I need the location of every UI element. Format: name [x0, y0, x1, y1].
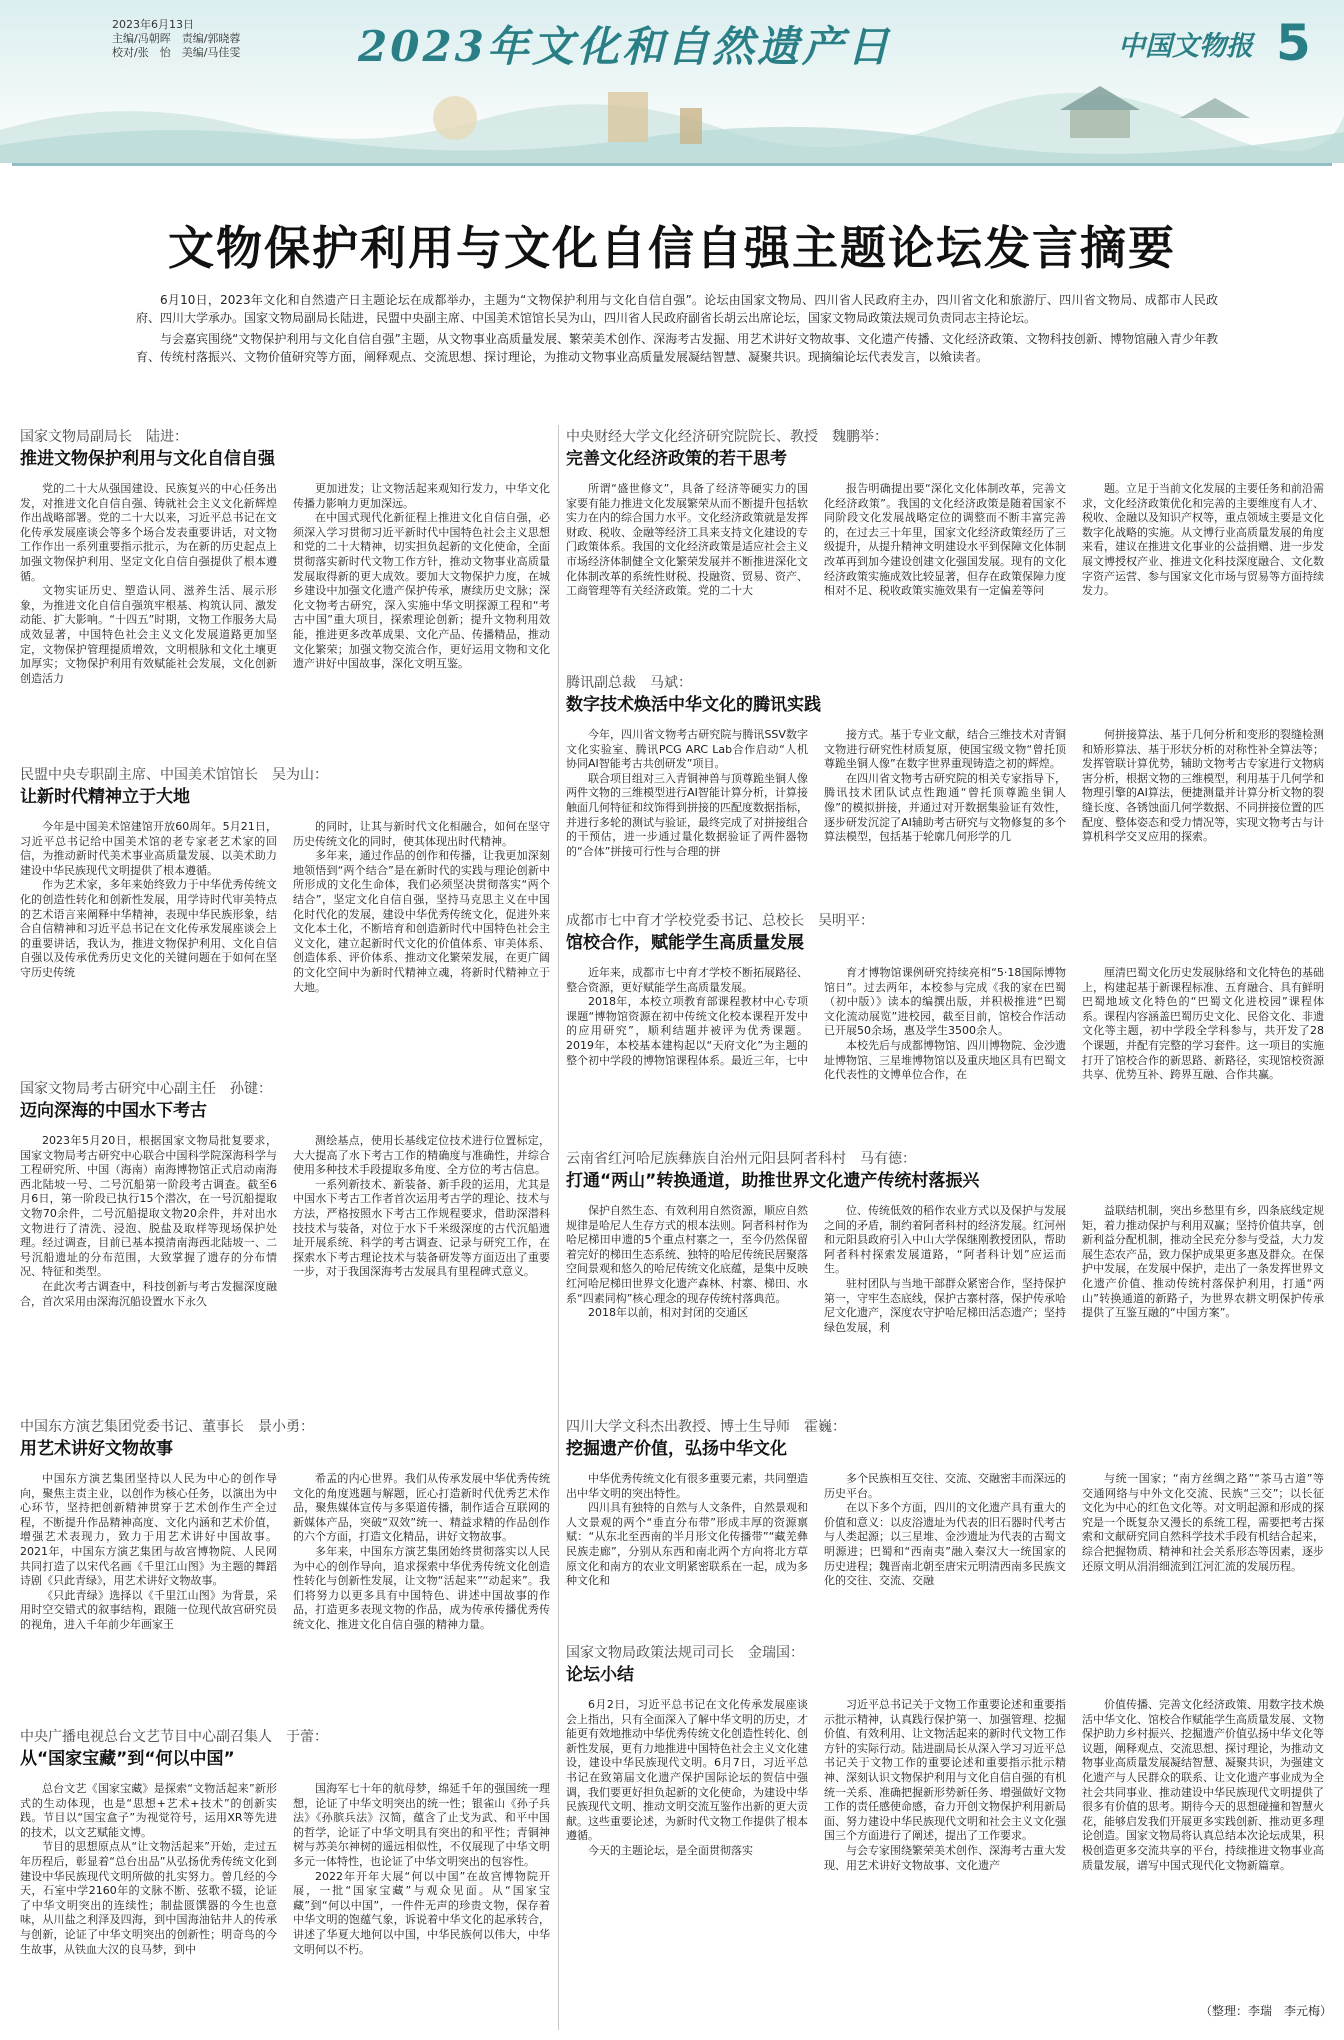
page-meta — [112, 18, 240, 60]
article-paragraph: 题。立足于当前文化发展的主要任务和前沿需求，文化经济政策优化和完善的主要维度有人才、税收、金融以及知识产权等，重点领域主要是文化数字化战略的实施。从文博行业高质量发展的角度来看，建议在推进文化事业的公益捐赠、进一步发展文博授权产业、推进文化科技深度融合、文化数字资产运营、参与国家文化市场与贸易等方面持续发力。 — [1082, 482, 1324, 598]
article-ma-youde — [566, 1150, 1324, 1408]
article-title: 馆校合作，赋能学生高质量发展 — [566, 933, 804, 953]
article-column — [293, 1472, 550, 1718]
article-title: 用艺术讲好文物故事 — [20, 1439, 173, 1459]
article-paragraph: 多个民族相互交往、交流、交融密丰而深远的历史平台。 — [824, 1472, 1066, 1500]
article-column — [824, 966, 1066, 1144]
article-column — [1082, 1204, 1324, 1410]
article-huo-wei — [566, 1418, 1324, 1636]
article-paragraph: 更加迸发；让文物活起来观知行发力，中华文化传播力影响力更加深远。 — [293, 482, 550, 510]
article-paragraph: 在四川省文物考古研究院的相关专家指导下，腾讯技术团队试点性跑通“曾托顶尊跪坐铜人像”的模拟拼接，并通过对开数据集验证有效性，逐步研发沉淀了AI辅助考古研究与文物修复的多个算法模型，包括基于轮廓几何形学的几 — [824, 771, 1066, 844]
article-paragraph: 保护自然生态、有效利用自然资源，顺应自然规律是哈尼人生存方式的根本法则。阿者科村作为哈尼梯田申遗的5个重点村寨之一，至今仍然保留着完好的梯田生态系统、独特的哈尼传统民居聚落空间景观和悠久的哈尼传统文化底蕴，是集中反映红河哈尼梯田世界文化遗产森林、村寨、梯田、水系“四素同构”核心理念的现存传统村落典范。 — [566, 1204, 808, 1305]
article-paragraph: 习近平总书记关于文物工作重要论述和重要指示批示精神，认真践行保护第一、加强管理、挖掘价值、有效利用、让文物活起来的新时代文物工作方针的实际行动。陆进副局长从深入学习习近平总书记关于文物工作的重要论述和重要指示批示精神、深刻认识文物保护利用与文化自信自强的有机统一关系、准确把握新形势新任务、增强做好文物工作的责任感使命感，奋力开创文物保护利用新局面、努力建设中华民族现代文明和社会主义文化强国三个方面进行了阐述，提出了工作要求。 — [824, 1698, 1066, 1843]
intro-paragraph: 与会嘉宾围绕“文物保护利用与文化自信自强”主题，从文物事业高质量发展、繁荣美术创作、深海考古发掘、用艺术讲好文物故事、文化遗产传播、文化经济政策、文物科技创新、博物馆融入青少年教育、传统村落振兴、文物价值研究等方面，阐释观点、交流思想、探讨理论，为推动文物事业高质量发展凝结智慧、凝聚共识。现摘编论坛代表发言，以飨读者。 — [136, 332, 1218, 364]
article-author: 中国东方演艺集团党委书记、董事长 景小勇： — [20, 1419, 314, 1435]
article-column — [1082, 482, 1324, 670]
article-sun-jian — [20, 1080, 550, 1400]
article-paragraph: 与会专家围绕繁荣美术创作、深海考古重大发现、用艺术讲好文物故事、文化遗产 — [824, 1843, 1066, 1872]
article-column — [824, 728, 1066, 906]
article-column — [1082, 966, 1324, 1144]
article-column — [566, 1698, 808, 2002]
article-paragraph: 报告明确提出要“深化文化体制改革，完善文化经济政策”。我国的文化经济政策是随着国家不同阶段文化发展战略定位的调整而不断丰富完善的，在过去三十年里，国家文化经济政策经历了三级提升，从提升精神文明建设水平到保障文化体制改革再到加今建设创建文化强国发展。现有的文化经济政策实施成效比较显著，但存在政策保障力度相对不足、税收政策实施效果有一定偏差等问 — [824, 482, 1066, 598]
article-wei-pengju — [566, 428, 1324, 666]
article-yu-lei — [20, 1728, 550, 2028]
article-title: 打通“两山”转换通道，助推世界文化遗产传统村落振兴 — [566, 1171, 980, 1191]
article-title: 让新时代精神立于大地 — [20, 787, 190, 807]
editors-line-1: 主编/冯朝晖 责编/郭晓蓉 — [112, 32, 241, 45]
issue-date: 2023年6月13日 — [112, 18, 194, 31]
article-paragraph: 育才博物馆课例研究持续亮相“5·18国际博物馆日”。过去两年，本校参与完成《我的家在巴蜀（初中版）》读本的编撰出版，并积极推进“巴蜀文化流动展览”进校园，截至目前，馆校合作活动已开展50余场，惠及学生3500余人。 — [824, 966, 1066, 1038]
article-paragraph: 在以下多个方面，四川的文化遗产具有重大的价值和意义：以皮浴遗址为代表的旧石器时代考古与人类起源；以三星堆、金沙遗址为代表的古蜀文明源进；巴蜀和“西南夷”融入秦汉大一统国家的历史进程；魏晋南北朝至唐宋元明清西南多民族文化的交往、交流、交融 — [824, 1501, 1066, 1588]
article-paragraph: 本校先后与成都博物馆、四川博物院、金沙遗址博物馆、三星堆博物馆以及重庆地区具有巴蜀文化代表性的文博单位合作，在 — [824, 1038, 1066, 1082]
article-wu-mingping — [566, 912, 1324, 1142]
article-author: 国家文物局考古研究中心副主任 孙键： — [20, 1081, 272, 1097]
article-jin-ruiguo — [566, 1644, 1324, 2000]
article-column — [20, 482, 277, 752]
article-title: 论坛小结 — [566, 1665, 634, 1685]
article-paragraph: 文物实证历史、塑造认同、滋养生活、展示形象，为推进文化自信自强筑牢根基、构筑认同、激发动能、扩大影响。“十四五”时期，文物工作服务大局成效显著，中国特色社会主义文化发展道路更加坚定，文物保护管理提质增效，文明根脉和文化土壤更加厚实；文物保护利用有效赋能社会发展，文化创新创造活力 — [20, 584, 277, 685]
article-jing-xiaoyong — [20, 1418, 550, 1718]
article-column — [20, 1782, 277, 2038]
article-author: 腾讯副总裁 马斌： — [566, 675, 692, 691]
article-paragraph: 希孟的内心世界。我们从传承发展中华优秀传统文化的角度逃题与解题，匠心打造新时代优秀艺术作品，聚焦媒体宣传与多渠道传播，制作适合互联网的新媒体产品，突破“双效”统一、精益求精的作品创作的六个方面，打造文化精品，讲好文物故事。 — [293, 1472, 550, 1544]
intro-block — [136, 292, 1218, 370]
article-paragraph: 与统一国家；“南方丝绸之路”“茶马古道”等交通网络与中外文化交流、民族“三交”；以长征文化为中心的红色文化等。对文明起源和形成的探究是一个既复杂又漫长的系统工程，需要把考古探索和文献研究同自然科学技术手段有机结合起来，综合把握物质、精神和社会关系形态等因素，逐步还原文明从涓涓细流到江河汇流的发展历程。 — [1082, 1472, 1324, 1573]
article-author: 成都市七中育才学校党委书记、总校长 吴明平： — [566, 913, 874, 929]
article-author: 四川大学文科杰出教授、博士生导师 霍巍： — [566, 1419, 846, 1435]
article-paragraph: 近年来，成都市七中育才学校不断拓展路径、整合资源，更好赋能学生高质量发展。 — [566, 966, 808, 994]
article-paragraph: 2023年5月20日，根据国家文物局批复要求，国家文物局考古研究中心联合中国科学院深海科学与工程研究所、中国（海南）南海博物馆正式启动南海西北陆坡一号、二号沉船第一阶段考古调查。截至6月6日，第一阶段已执行15个潜次，在一号沉船提取文物70余件，二号沉船提取文物20余件，并对出水文物进行了清洗、浸泡、脱盐及取样等现场保护处理。经过调查，目前已基本摸清南海西北陆坡一、二号沉船遗址的分布范围，大致掌握了遗存的分布情况、特征和类型。 — [20, 1134, 277, 1279]
article-column — [1082, 1698, 1324, 2002]
article-paragraph: 今天的主题论坛，是全面贯彻落实 — [588, 1843, 753, 1857]
page-number: 5 — [1276, 14, 1311, 72]
article-paragraph: 国海军七十年的航母梦，绵延千年的强国统一理想，论证了中华文明突出的统一性；银雀山《孙子兵法》《孙膑兵法》汉简，蕴含了止戈为武、和平中国的哲学，论证了中华文明具有突出的和平性；青铜神树与苏美尔神树的遥远相似性，不仅展现了中华文明多元一体特性，也论证了中华文明突出的包容性。 — [293, 1782, 550, 1868]
article-paragraph: 6月2日，习近平总书记在文化传承发展座谈会上指出，只有全面深入了解中华文明的历史，才能更有效地推动中华优秀传统文化创造性转化、创新性发展，更有力地推进中国特色社会主义文化建设，建设中华民族现代文明。6月7日，习近平总书记在致第届文化遗产保护国际论坛的贺信中强调，我们要更好担负起新的文化使命，为建设中华民族现代文明、推动文明交流互鉴作出新的更大贡献。这些重要论述，为新时代文物工作提供了根本遵循。 — [566, 1698, 808, 1843]
article-paragraph: 联合项目组对三入青铜神兽与顶尊跪坐铜人像两件文物的三维模型进行AI智能计算分析，计算接触面几何特征和纹饰得到拼接的匹配度数据指标，并进行多轮的测试与验证，最终完成了对拼接组合的干预估，进一步通过量化数据验证了两件器物的“合体”拼接可行性与合理的拼 — [566, 771, 808, 858]
article-column — [566, 1204, 808, 1410]
article-column — [824, 1698, 1066, 2002]
article-paragraph: 党的二十大从强国建设、民族复兴的中心任务出发，对推进文化自信自强、铸就社会主义文化新辉煌作出战略部署。党的二十大以来，习近平总书记在文化传承发展座谈会等多个场合发表重要讲话，对文物工作作出一系列重要指示批示，为在新的历史起点上加强文物保护利用、坚定文化自信自强提供了根本遵循。 — [20, 482, 277, 583]
article-paragraph: 多年来，通过作品的创作和传播，让我更加深刻地领悟到“两个结合”是在新时代的实践与理论创新中所形成的文化生命体，我们必须坚决贯彻落实“两个结合”，坚定文化自信自强，坚持马克思主义在中国化时代化的发展，建设中华优秀传统文化，促进外来文化本土化，不断培育和创造新时代中国特色社会主义文化，建立起新时代文化的价值体系、审美体系、创造体系、评价体系、推动文化繁荣发展，在更广阔的文化空间中为新时代精神立魂，将新时代精神立于大地。 — [293, 849, 550, 994]
article-column — [20, 1472, 277, 1718]
article-column — [293, 1134, 550, 1396]
article-column — [566, 482, 808, 670]
article-title: 数字技术焕活中华文化的腾讯实践 — [566, 695, 821, 715]
banner-divider — [12, 163, 1332, 166]
article-paragraph: 所谓“盛世修文”，具备了经济等硬实力的国家要有能力推进文化发展繁荣从而不断提升包括软实力在内的综合国力水平。文化经济政策就是发挥财政、税收、金融等经济工具来支持文化建设的专门政策体系。我国的文化经济政策是适应社会主义市场经济体制健全文化繁荣发展并不断推进深化文化体制改革的系统性财税、投融资、贸易、资产、工商管理等有关经济政策。党的二十大 — [566, 482, 808, 598]
article-paragraph: 位、传统低效的稻作农业方式以及保护与发展之间的矛盾，制约着阿者科村的经济发展。红河州和元阳县政府引入中山大学保继刚教授团队，帮助阿者科村探索发展道路，“阿者科计划”应运而生。 — [824, 1204, 1066, 1276]
article-paragraph: 中华优秀传统文化有很多重要元素，共同塑造出中华文明的突出特性。 — [566, 1472, 808, 1500]
article-paragraph: 2022年开年大展“何以中国”在故宫博物院开展，一批“国家宝藏”与观众见面。从“国家宝藏”到“何以中国”，一件件无声的珍贵文物，保存着中华文明的饱蕴气象，诉说着中华文化的起承转合，讲述了华夏大地何以中国，中华民族何以伟大，中华文明何以不朽。 — [293, 1869, 550, 1956]
article-paragraph: 益联结机制，突出乡愁里有乡，四条底线定规矩，着力推动保护与利用双赢；坚持价值共享，创新利益分配机制，推动全民充分参与受益，大力发展生态农产品，致力保护成果更多惠及群众。在保护中发展，在发展中保护，走出了一条发挥世界文化遗产价值、推动传统村落保护利用，打通“两山”转换通道的新路子，为世界农耕文明保护传承提供了互鉴互融的“中国方案”。 — [1082, 1204, 1324, 1320]
article-title: 完善文化经济政策的若干思考 — [566, 449, 787, 469]
article-ma-bin — [566, 674, 1324, 904]
article-paragraph: 一系列新技术、新装备、新手段的运用，尤其是中国水下考古工作者首次运用考古学的理论、技术与方法，严格按照水下考古工作规程要求，借助深潜科技技术与装备，对位于水下千米级深度的古代沉船遗址开展系统、科学的考古调查、记录与研究工作，在探索水下考古理论技术与装备研发等方面迈出了重要一步，对于我国深海考古发展具有里程碑式意义。 — [293, 1177, 550, 1279]
article-column — [566, 966, 808, 1144]
article-paragraph: 接方式。基于专业文献，结合三维技术对青铜文物进行研究性材质复原，使国宝级文物“曾托顶尊跪坐铜人像”在数字世界重现铸造之初的辉煌。 — [824, 728, 1066, 771]
article-paragraph: 中国东方演艺集团坚持以人民为中心的创作导向，聚焦主责主业，以创作为核心任务，以演出为中心环节，坚持把创新精神贯穿于艺术创作生产全过程，不断提升作品精神高度、文化内涵和艺术价值，增强艺术表现力，致力于用艺术讲好中国故事。2021年，中国东方演艺集团与故宫博物院、人民网共同打造了以宋代名画《千里江山图》为主题的舞蹈诗剧《只此青绿》，用艺术讲好文物故事。 — [20, 1472, 277, 1588]
article-paragraph: 作为艺术家，多年来始终致力于中华优秀传统文化的创造性转化和创新性发展，用学诗时代审美特点的艺术语言来阐释中华精神，表现中华民族形象，结合自信精神和习近平总书记在文化传承发展座谈会上的重要讲话，我认为，推进文物保护利用、文化自信自强以及传承优秀历史文化的关键问题在于如何在坚守历史传统 — [20, 878, 277, 979]
article-paragraph: 何拼接算法、基于几何分析和变形的裂缝检测和矫形算法、基于形状分析的对称性补全算法等；发挥管联计算优势，辅助文物考古专家进行文物病害分析，根据文物的三维模型，利用基于几何学和物理引擎的AI算法，便捷测量并计算分析文物的裂缝长度、各锈蚀面几何学数据、不同拼接位置的匹配度、整体姿态和受力情况等，实现文物考古与计算机科学交叉应用的探索。 — [1082, 728, 1324, 844]
article-paragraph: 今年，四川省文物考古研究院与腾讯SSV数字文化实验室、腾讯PCG ARC Lab合作启动“人机协同AI智能考古共创研发”项目。 — [566, 728, 808, 771]
article-paragraph: 的同时，让其与新时代文化相融合，如何在坚守历史传统文化的同时，使其体现出时代精神。 — [293, 820, 550, 848]
article-column — [824, 482, 1066, 670]
intro-paragraph: 6月10日，2023年文化和自然遗产日主题论坛在成都举办，主题为“文物保护利用与文化自信自强”。论坛由国家文物局、四川省人民政府主办，四川省文化和旅游厅、四川省文物局、成都市人民政府、四川大学承办。国家文物局副局长陆进，民盟中央副主席、中国美术馆馆长吴为山，四川省人民政府副省长胡云出席论坛，国家文物局政策法规司负责同志主持论坛。 — [136, 293, 1218, 325]
article-paragraph: 四川具有独特的自然与人文条件，自然景观和人文景观的两个“垂直分布带”形成丰厚的资源禀赋：“从东北至西南的半月形文化传播带”“藏羌彝民族走廊”，分别从东西和南北两个方向将北方草原文化和南方的农业文明紧密联系在一起，成为多种文化和 — [566, 1501, 808, 1588]
compiler-signature: （整理：李瑞 李元梅） — [1200, 2004, 1333, 2018]
column-separator — [558, 425, 559, 2030]
article-paragraph: 测绘基点，使用长基线定位技术进行位置标定，大大提高了水下考古工作的精确度与准确性，并综合使用多种技术手段提取多角度、全方位的考古信息。 — [293, 1134, 550, 1177]
article-column — [566, 728, 808, 906]
article-paragraph: 驻村团队与当地干部群众紧密合作，坚持保护第一，守牢生态底线，保护古寨村落，保护传承哈尼文化遗产，深度农守护哈尼梯田活态遗产；坚持绿色发展，利 — [824, 1276, 1066, 1334]
article-author: 中央财经大学文化经济研究院院长、教授 魏鹏举： — [566, 429, 888, 445]
article-author: 国家文物局副局长 陆进： — [20, 429, 188, 445]
newspaper-name: 中国文物报 — [1118, 31, 1253, 62]
article-column — [1082, 728, 1324, 906]
article-title: 挖掘遗产价值，弘扬中华文化 — [566, 1439, 787, 1459]
article-title: 迈向深海的中国水下考古 — [20, 1101, 207, 1121]
article-author: 中央广播电视总台文艺节目中心副召集人 于蕾： — [20, 1729, 328, 1745]
article-paragraph: 在此次考古调查中，科技创新与考古发掘深度融合，首次采用由深海沉船设置水下永久 — [20, 1279, 277, 1308]
article-paragraph: 在中国式现代化新征程上推进文化自信自强，必须深入学习贯彻习近平新时代中国特色社会主义思想和党的二十大精神，切实担负起新的文化使命，全面贯彻落实新时代文物工作方针，推动文物事业高质量发展取得新的更大成效。要加大文物保护力度，在城乡建设中加强文化遗产保护传承，赓续历史文脉；深化文物考古研究，深入实施中华文明探源工程和“考古中国”重大项目，探索理论创新；提升文物利用效能，推进更多改革成果、文化产品、传播精品，推动文化繁荣；加强文物交流合作，更好运用文物和文化遗产讲好中国故事，深化文明互鉴。 — [293, 511, 550, 671]
article-column — [20, 1134, 277, 1396]
article-column — [293, 1782, 550, 2038]
page-banner — [0, 0, 1344, 163]
article-paragraph: 价值传播、完善文化经济政策、用数字技术焕活中华文化、馆校合作赋能学生高质量发展、文物保护助力乡村振兴、挖掘遗产价值弘扬中华文化等议题，阐释观点、交流思想、探讨理论，为推动文物事业高质量发展凝结智慧、凝聚共识，为强建文化遗产与人民群众的联系、让文化遗产事业成为全社会共同事业、推动建设中华民族现代文明提供了很多有价值的思考。期待今天的思想碰撞和智慧火花，能够启发我们开展更多实践创新、推动更多理论创造。国家文物局将认真总结本次论坛成果，积极创造更多交流共享的平台，持续推进文物事业高质量发展，谱写中国式现代化文物新篇章。 — [1082, 1698, 1324, 1872]
editors-line-2: 校对/张 怡 美编/马佳雯 — [112, 46, 241, 59]
article-title: 推进文物保护利用与文化自信自强 — [20, 449, 275, 469]
article-paragraph: 总台文艺《国家宝藏》是探索“文物活起来”新形式的生动体现，也是“思想+艺术+技术”的创新实践。节目以“国宝盒子”为视觉符号，运用XR等先进的技术，以文艺赋能文博。 — [20, 1782, 277, 1839]
article-paragraph: 2018年以前，相对封闭的交通区 — [588, 1306, 748, 1320]
article-column — [293, 820, 550, 1072]
article-author: 云南省红河哈尼族彝族自治州元阳县阿者科村 马有德： — [566, 1151, 916, 1167]
article-lu-jin — [20, 428, 550, 748]
article-wu-weishan — [20, 766, 550, 1066]
article-column — [20, 820, 277, 1072]
article-paragraph: 2018年，本校立项教育部课程教材中心专项课题“博物馆资源在初中传统文化校本课程开发中的应用研究”，顺利结题并被评为优秀课题。2019年，本校基本建构起以“天府文化”为主题的整个初中学段的博物馆课程体系。最近三年，七中 — [566, 995, 808, 1067]
article-column — [824, 1472, 1066, 1638]
article-paragraph: 厘清巴蜀文化历史发展脉络和文化特色的基础上，构建起基于新课程标准、五育融合、具有鲜明巴蜀地域文化特色的“巴蜀文化进校园”课程体系。课程内容涵盖巴蜀历史文化、民俗文化、非遗文化等主题，初中学段全学科参与，共开发了28个课题，并配有完整的学习套件。这一项目的实施打开了馆校合作的新思路、新路径，实现馆校资源共享、优势互补、跨界互融、合作共赢。 — [1082, 966, 1324, 1082]
article-paragraph: 《只此青绿》选择以《千里江山图》为背景，采用时空交错式的叙事结构，跟随一位现代故宫研究员的视角，进入千年前少年画家王 — [20, 1588, 277, 1631]
article-paragraph: 节目的思想原点从“让文物活起来”开始，走过五年历程后，彰显着“总台出品”从弘扬优秀传统文化到建设中华民族现代文明所做的扎实努力。曾几经的今天，石室中学2160年的文脉不断、弦歌不辍，论证了中华文明突出的连续性；制盐匮馔器的今生也意味，从川盐之利泽及四海，到中国海油钻井人的传承与创新，论证了中华文明突出的创新性；明奇鸟的今生故事，从铁血大汉的良马梦，到中 — [20, 1840, 277, 1956]
article-author: 民盟中央专职副主席、中国美术馆馆长 吴为山： — [20, 767, 328, 783]
article-title: 从“国家宝藏”到“何以中国” — [20, 1749, 235, 1769]
article-paragraph: 今年是中国美术馆建馆开放60周年。5月21日，习近平总书记给中国美术馆的老专家老艺术家的回信，为推动新时代美术事业高质量发展、以美术助力建设中华民族现代文明提供了根本遵循。 — [20, 820, 277, 877]
banner-title: 2023年文化和自然遗产日 — [358, 22, 892, 71]
article-paragraph: 多年来，中国东方演艺集团始终贯彻落实以人民为中心的创作导向，追求探索中华优秀传统文化创造性转化与创新性发展，让文物“活起来”“动起来”。我们将努力以更多具有中国特色、讲述中国故事的作品，打造更多表现文物的作品，成为传承传播优秀传统文化、推进文化自信自强的精神力量。 — [293, 1544, 550, 1631]
article-column — [566, 1472, 808, 1638]
article-author: 国家文物局政策法规司司长 金瑞国： — [566, 1645, 804, 1661]
article-column — [824, 1204, 1066, 1410]
article-column — [1082, 1472, 1324, 1638]
page-headline: 文物保护利用与文化自信自强主题论坛发言摘要 — [168, 221, 1176, 275]
article-column — [293, 482, 550, 752]
